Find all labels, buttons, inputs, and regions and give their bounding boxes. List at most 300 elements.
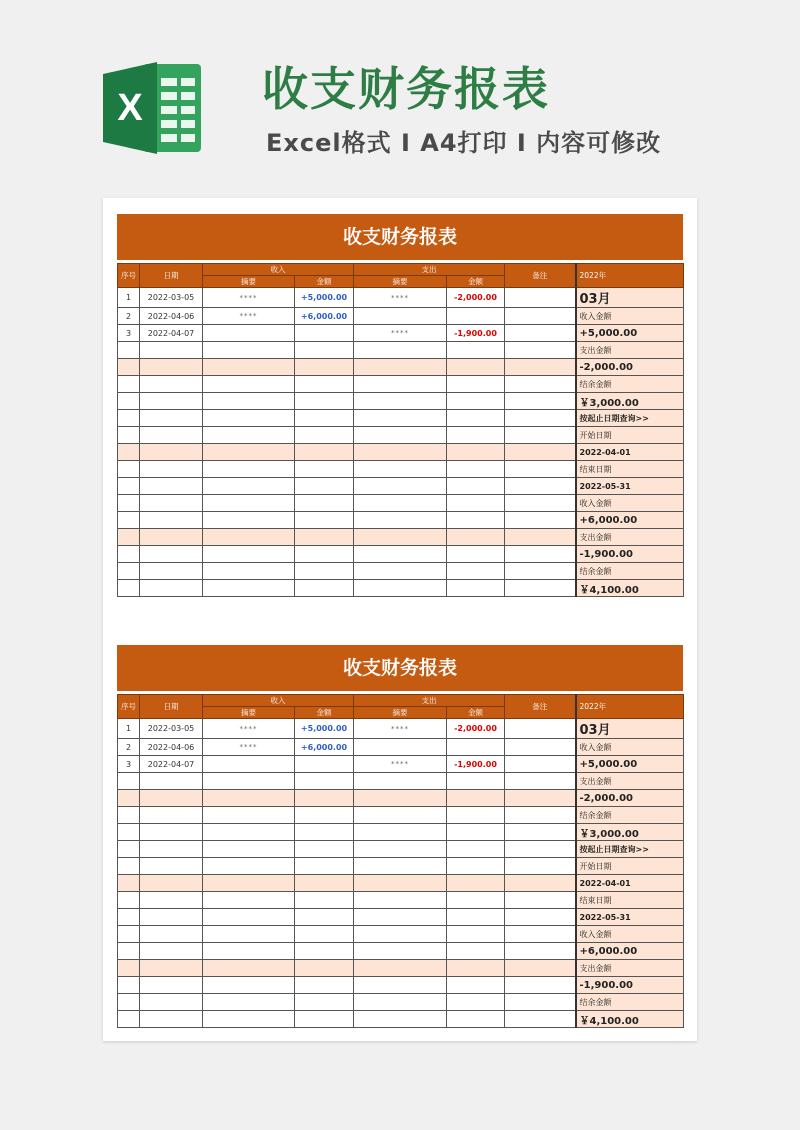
header-row (118, 695, 684, 707)
cell-seq[interactable] (118, 892, 140, 909)
cell-note[interactable] (505, 546, 576, 563)
cell-date[interactable] (140, 410, 203, 427)
cell-income-amount[interactable] (295, 512, 354, 529)
cell-expense-summary[interactable] (354, 444, 447, 461)
cell-expense-amount[interactable] (447, 739, 505, 756)
cell-income-summary[interactable]: **** (203, 288, 295, 308)
cell-seq[interactable] (118, 359, 140, 376)
cell-income-amount[interactable] (295, 892, 354, 909)
cell-note[interactable] (505, 756, 576, 773)
cell-note[interactable] (505, 563, 576, 580)
table-row (118, 943, 684, 960)
cell-income-amount[interactable] (295, 790, 354, 807)
cell-seq[interactable] (118, 410, 140, 427)
cell-date[interactable] (140, 512, 203, 529)
cell-income-amount[interactable] (295, 807, 354, 824)
cell-seq[interactable] (118, 444, 140, 461)
cell-expense-amount[interactable]: -2,000.00 (447, 288, 505, 308)
cell-note[interactable] (505, 376, 576, 393)
cell-expense-amount[interactable]: -1,900.00 (447, 756, 505, 773)
cell-expense-summary[interactable] (354, 841, 447, 858)
cell-date[interactable]: 2022-04-06 (140, 739, 203, 756)
cell-expense-summary[interactable] (354, 960, 447, 977)
cell-expense-amount[interactable] (447, 410, 505, 427)
cell-income-amount[interactable] (295, 444, 354, 461)
cell-income-amount[interactable] (295, 478, 354, 495)
cell-expense-summary[interactable] (354, 580, 447, 597)
cell-income-summary[interactable] (203, 393, 295, 410)
cell-expense-summary[interactable] (354, 1011, 447, 1028)
cell-date[interactable]: 2022-03-05 (140, 288, 203, 308)
cell-seq[interactable] (118, 1011, 140, 1028)
cell-income-summary[interactable] (203, 943, 295, 960)
cell-income-amount[interactable] (295, 994, 354, 1011)
cell-expense-summary[interactable] (354, 393, 447, 410)
cell-expense-summary[interactable] (354, 994, 447, 1011)
cell-income-amount[interactable] (295, 427, 354, 444)
cell-note[interactable] (505, 1011, 576, 1028)
table-row (118, 719, 684, 739)
cell-income-summary[interactable] (203, 427, 295, 444)
cell-expense-summary[interactable] (354, 773, 447, 790)
cell-seq[interactable] (118, 858, 140, 875)
cell-income-amount[interactable]: +6,000.00 (295, 308, 354, 325)
cell-date[interactable] (140, 444, 203, 461)
cell-seq[interactable]: 3 (118, 325, 140, 342)
cell-note[interactable] (505, 512, 576, 529)
panel-cell: 2022-05-31 (576, 478, 684, 495)
table-row (118, 841, 684, 858)
cell-income-summary[interactable] (203, 807, 295, 824)
table-row (118, 892, 684, 909)
cell-expense-amount[interactable] (447, 943, 505, 960)
cell-income-summary[interactable] (203, 875, 295, 892)
cell-note[interactable] (505, 478, 576, 495)
cell-income-amount[interactable] (295, 325, 354, 342)
cell-note[interactable] (505, 773, 576, 790)
panel-cell: 结余金额 (576, 376, 684, 393)
panel-cell: -2,000.00 (576, 359, 684, 376)
cell-seq[interactable] (118, 824, 140, 841)
cell-income-amount[interactable] (295, 858, 354, 875)
cell-note[interactable] (505, 308, 576, 325)
cell-date[interactable] (140, 909, 203, 926)
cell-note[interactable] (505, 461, 576, 478)
cell-income-summary[interactable] (203, 994, 295, 1011)
cell-seq[interactable] (118, 960, 140, 977)
cell-seq[interactable] (118, 926, 140, 943)
cell-note[interactable] (505, 288, 576, 308)
cell-expense-summary[interactable] (354, 427, 447, 444)
cell-expense-summary[interactable] (354, 359, 447, 376)
cell-expense-amount[interactable]: -1,900.00 (447, 325, 505, 342)
cell-expense-summary[interactable] (354, 461, 447, 478)
cell-expense-summary[interactable] (354, 478, 447, 495)
cell-expense-summary[interactable]: **** (354, 325, 447, 342)
cell-income-summary[interactable] (203, 580, 295, 597)
header-expense-summary: 摘要 (354, 276, 447, 288)
cell-date[interactable] (140, 563, 203, 580)
cell-note[interactable] (505, 393, 576, 410)
cell-income-summary[interactable]: **** (203, 739, 295, 756)
cell-expense-amount[interactable] (447, 580, 505, 597)
sheet-title: 收支财务报表 (117, 645, 683, 691)
cell-income-summary[interactable] (203, 960, 295, 977)
cell-seq[interactable] (118, 807, 140, 824)
cell-expense-amount[interactable] (447, 342, 505, 359)
panel-cell: 结余金额 (576, 807, 684, 824)
cell-income-summary[interactable] (203, 342, 295, 359)
cell-expense-summary[interactable] (354, 563, 447, 580)
cell-date[interactable]: 2022-04-06 (140, 308, 203, 325)
cell-expense-amount[interactable] (447, 960, 505, 977)
cell-seq[interactable] (118, 376, 140, 393)
cell-note[interactable] (505, 875, 576, 892)
cell-income-summary[interactable] (203, 495, 295, 512)
cell-note[interactable] (505, 495, 576, 512)
panel-cell: 03月 (576, 288, 684, 308)
cell-date[interactable] (140, 875, 203, 892)
cell-income-summary[interactable] (203, 790, 295, 807)
cell-expense-summary[interactable]: **** (354, 719, 447, 739)
cell-income-amount[interactable] (295, 960, 354, 977)
cell-seq[interactable] (118, 546, 140, 563)
cell-expense-amount[interactable] (447, 807, 505, 824)
cell-expense-amount[interactable] (447, 461, 505, 478)
cell-expense-summary[interactable] (354, 909, 447, 926)
table-row (118, 858, 684, 875)
header-income-summary: 摘要 (203, 276, 295, 288)
cell-expense-amount[interactable] (447, 1011, 505, 1028)
cell-income-summary[interactable] (203, 858, 295, 875)
cell-note[interactable] (505, 739, 576, 756)
cell-seq[interactable] (118, 977, 140, 994)
header-note: 备注 (505, 695, 576, 719)
cell-date[interactable] (140, 376, 203, 393)
cell-income-amount[interactable] (295, 875, 354, 892)
cell-note[interactable] (505, 444, 576, 461)
cell-expense-summary[interactable] (354, 410, 447, 427)
cell-expense-summary[interactable] (354, 875, 447, 892)
cell-date[interactable] (140, 807, 203, 824)
panel-cell: +6,000.00 (576, 943, 684, 960)
cell-date[interactable] (140, 841, 203, 858)
cell-note[interactable] (505, 342, 576, 359)
cell-income-summary[interactable] (203, 756, 295, 773)
cell-date[interactable] (140, 461, 203, 478)
cell-date[interactable] (140, 546, 203, 563)
cell-expense-amount[interactable] (447, 909, 505, 926)
page-title: 收支财务报表 (262, 62, 550, 116)
cell-income-summary[interactable] (203, 478, 295, 495)
panel-cell: 按起止日期查询>> (576, 841, 684, 858)
cell-income-summary[interactable] (203, 841, 295, 858)
cell-note[interactable] (505, 977, 576, 994)
cell-expense-amount[interactable] (447, 359, 505, 376)
cell-expense-amount[interactable] (447, 858, 505, 875)
cell-date[interactable] (140, 926, 203, 943)
cell-expense-amount[interactable] (447, 892, 505, 909)
table-row (118, 359, 684, 376)
cell-income-amount[interactable] (295, 461, 354, 478)
cell-income-summary[interactable] (203, 376, 295, 393)
cell-expense-amount[interactable] (447, 376, 505, 393)
cell-note[interactable] (505, 529, 576, 546)
cell-expense-amount[interactable] (447, 393, 505, 410)
cell-expense-amount[interactable] (447, 444, 505, 461)
cell-income-summary[interactable] (203, 1011, 295, 1028)
cell-date[interactable] (140, 994, 203, 1011)
cell-income-amount[interactable] (295, 495, 354, 512)
table-row (118, 807, 684, 824)
cell-seq[interactable] (118, 580, 140, 597)
report-sheet-1 (117, 214, 683, 597)
table-row (118, 909, 684, 926)
cell-expense-amount[interactable] (447, 790, 505, 807)
cell-date[interactable] (140, 790, 203, 807)
cell-date[interactable] (140, 580, 203, 597)
cell-income-summary[interactable] (203, 977, 295, 994)
cell-expense-amount[interactable] (447, 824, 505, 841)
cell-date[interactable] (140, 943, 203, 960)
cell-expense-amount[interactable] (447, 563, 505, 580)
cell-expense-summary[interactable]: **** (354, 756, 447, 773)
cell-expense-summary[interactable] (354, 739, 447, 756)
cell-expense-summary[interactable] (354, 376, 447, 393)
cell-note[interactable] (505, 719, 576, 739)
cell-seq[interactable]: 1 (118, 288, 140, 308)
cell-note[interactable] (505, 427, 576, 444)
cell-note[interactable] (505, 580, 576, 597)
cell-income-summary[interactable] (203, 444, 295, 461)
cell-seq[interactable] (118, 875, 140, 892)
cell-income-amount[interactable] (295, 529, 354, 546)
cell-date[interactable] (140, 393, 203, 410)
cell-expense-amount[interactable] (447, 773, 505, 790)
cell-income-amount[interactable] (295, 410, 354, 427)
cell-expense-summary[interactable] (354, 892, 447, 909)
table-row (118, 960, 684, 977)
cell-income-summary[interactable] (203, 563, 295, 580)
panel-cell: 按起止日期查询>> (576, 410, 684, 427)
panel-cell: 收入金额 (576, 739, 684, 756)
panel-cell: -2,000.00 (576, 790, 684, 807)
cell-seq[interactable] (118, 512, 140, 529)
cell-expense-summary[interactable] (354, 529, 447, 546)
cell-date[interactable] (140, 824, 203, 841)
cell-expense-summary[interactable] (354, 790, 447, 807)
cell-income-summary[interactable] (203, 909, 295, 926)
cell-date[interactable] (140, 478, 203, 495)
cell-seq[interactable]: 2 (118, 308, 140, 325)
cell-income-amount[interactable]: +6,000.00 (295, 739, 354, 756)
cell-expense-summary[interactable] (354, 512, 447, 529)
cell-expense-amount[interactable] (447, 926, 505, 943)
cell-expense-amount[interactable] (447, 875, 505, 892)
cell-income-summary[interactable] (203, 512, 295, 529)
cell-date[interactable]: 2022-03-05 (140, 719, 203, 739)
cell-date[interactable] (140, 977, 203, 994)
cell-expense-summary[interactable] (354, 807, 447, 824)
cell-expense-summary[interactable] (354, 495, 447, 512)
cell-seq[interactable]: 1 (118, 719, 140, 739)
cell-income-summary[interactable]: **** (203, 719, 295, 739)
cell-income-summary[interactable] (203, 461, 295, 478)
cell-note[interactable] (505, 892, 576, 909)
cell-note[interactable] (505, 410, 576, 427)
cell-seq[interactable]: 3 (118, 756, 140, 773)
cell-income-summary[interactable] (203, 410, 295, 427)
cell-expense-summary[interactable] (354, 308, 447, 325)
table-row (118, 994, 684, 1011)
cell-income-amount[interactable]: +5,000.00 (295, 719, 354, 739)
cell-date[interactable] (140, 495, 203, 512)
cell-expense-summary[interactable] (354, 926, 447, 943)
table-row (118, 529, 684, 546)
header-income-summary: 摘要 (203, 707, 295, 719)
cell-income-summary[interactable] (203, 773, 295, 790)
cell-date[interactable] (140, 427, 203, 444)
cell-seq[interactable] (118, 790, 140, 807)
cell-note[interactable] (505, 824, 576, 841)
panel-cell: ￥4,100.00 (576, 1011, 684, 1028)
cell-expense-amount[interactable] (447, 427, 505, 444)
cell-seq[interactable] (118, 994, 140, 1011)
cell-income-summary[interactable] (203, 325, 295, 342)
cell-seq[interactable] (118, 529, 140, 546)
cell-income-amount[interactable] (295, 393, 354, 410)
cell-note[interactable] (505, 909, 576, 926)
cell-expense-summary[interactable] (354, 342, 447, 359)
header-seq: 序号 (118, 695, 140, 719)
logo-letter: X (117, 87, 143, 129)
cell-income-summary[interactable] (203, 824, 295, 841)
table-row (118, 1011, 684, 1028)
panel-year-header: 2022年 (576, 264, 684, 288)
cell-note[interactable] (505, 994, 576, 1011)
table-row (118, 824, 684, 841)
cell-seq[interactable] (118, 563, 140, 580)
cell-income-amount[interactable] (295, 756, 354, 773)
cell-income-summary[interactable] (203, 529, 295, 546)
panel-cell: 支出金额 (576, 773, 684, 790)
cell-seq[interactable] (118, 427, 140, 444)
cell-income-amount[interactable] (295, 563, 354, 580)
cell-date[interactable] (140, 892, 203, 909)
cell-expense-amount[interactable] (447, 841, 505, 858)
cell-income-amount[interactable] (295, 376, 354, 393)
cell-income-amount[interactable] (295, 824, 354, 841)
cell-expense-amount[interactable] (447, 977, 505, 994)
cell-income-amount[interactable] (295, 546, 354, 563)
cell-expense-summary[interactable] (354, 546, 447, 563)
cell-note[interactable] (505, 807, 576, 824)
panel-cell: 03月 (576, 719, 684, 739)
cell-expense-summary[interactable] (354, 943, 447, 960)
cell-seq[interactable] (118, 342, 140, 359)
cell-expense-summary[interactable] (354, 977, 447, 994)
cell-expense-amount[interactable] (447, 308, 505, 325)
cell-seq[interactable] (118, 495, 140, 512)
cell-expense-amount[interactable]: -2,000.00 (447, 719, 505, 739)
table-row (118, 427, 684, 444)
cell-expense-summary[interactable] (354, 858, 447, 875)
cell-note[interactable] (505, 858, 576, 875)
cell-income-amount[interactable] (295, 943, 354, 960)
header-date: 日期 (140, 264, 203, 288)
cell-note[interactable] (505, 841, 576, 858)
cell-date[interactable] (140, 960, 203, 977)
cell-income-summary[interactable] (203, 546, 295, 563)
cell-expense-amount[interactable] (447, 478, 505, 495)
panel-cell: 开始日期 (576, 427, 684, 444)
cell-expense-amount[interactable] (447, 512, 505, 529)
cell-expense-summary[interactable] (354, 824, 447, 841)
cell-expense-amount[interactable] (447, 994, 505, 1011)
cell-seq[interactable] (118, 461, 140, 478)
cell-income-summary[interactable] (203, 359, 295, 376)
cell-note[interactable] (505, 926, 576, 943)
table-row (118, 444, 684, 461)
cell-income-amount[interactable] (295, 926, 354, 943)
cell-income-amount[interactable] (295, 1011, 354, 1028)
cell-income-amount[interactable]: +5,000.00 (295, 288, 354, 308)
cell-note[interactable] (505, 790, 576, 807)
cell-seq[interactable] (118, 943, 140, 960)
cell-income-amount[interactable] (295, 359, 354, 376)
cell-date[interactable]: 2022-04-07 (140, 325, 203, 342)
cell-expense-amount[interactable] (447, 495, 505, 512)
cell-income-amount[interactable] (295, 580, 354, 597)
cell-income-amount[interactable] (295, 773, 354, 790)
cell-seq[interactable] (118, 478, 140, 495)
cell-income-summary[interactable] (203, 926, 295, 943)
cell-date[interactable] (140, 1011, 203, 1028)
cell-date[interactable]: 2022-04-07 (140, 756, 203, 773)
cell-date[interactable] (140, 342, 203, 359)
cell-seq[interactable] (118, 841, 140, 858)
cell-income-amount[interactable] (295, 909, 354, 926)
table-row (118, 739, 684, 756)
panel-cell: 2022-05-31 (576, 909, 684, 926)
cell-seq[interactable] (118, 909, 140, 926)
cell-seq[interactable] (118, 393, 140, 410)
cell-date[interactable] (140, 858, 203, 875)
panel-cell: +5,000.00 (576, 756, 684, 773)
cell-date[interactable] (140, 529, 203, 546)
cell-income-amount[interactable] (295, 841, 354, 858)
table-row (118, 376, 684, 393)
cell-note[interactable] (505, 359, 576, 376)
cell-income-amount[interactable] (295, 977, 354, 994)
cell-income-amount[interactable] (295, 342, 354, 359)
cell-date[interactable] (140, 773, 203, 790)
cell-note[interactable] (505, 943, 576, 960)
cell-income-summary[interactable]: **** (203, 308, 295, 325)
table-row (118, 790, 684, 807)
cell-expense-amount[interactable] (447, 529, 505, 546)
cell-income-summary[interactable] (203, 892, 295, 909)
cell-expense-amount[interactable] (447, 546, 505, 563)
cell-expense-summary[interactable]: **** (354, 288, 447, 308)
cell-seq[interactable]: 2 (118, 739, 140, 756)
cell-note[interactable] (505, 960, 576, 977)
cell-date[interactable] (140, 359, 203, 376)
cell-seq[interactable] (118, 773, 140, 790)
table-row (118, 875, 684, 892)
table-row (118, 773, 684, 790)
cell-note[interactable] (505, 325, 576, 342)
